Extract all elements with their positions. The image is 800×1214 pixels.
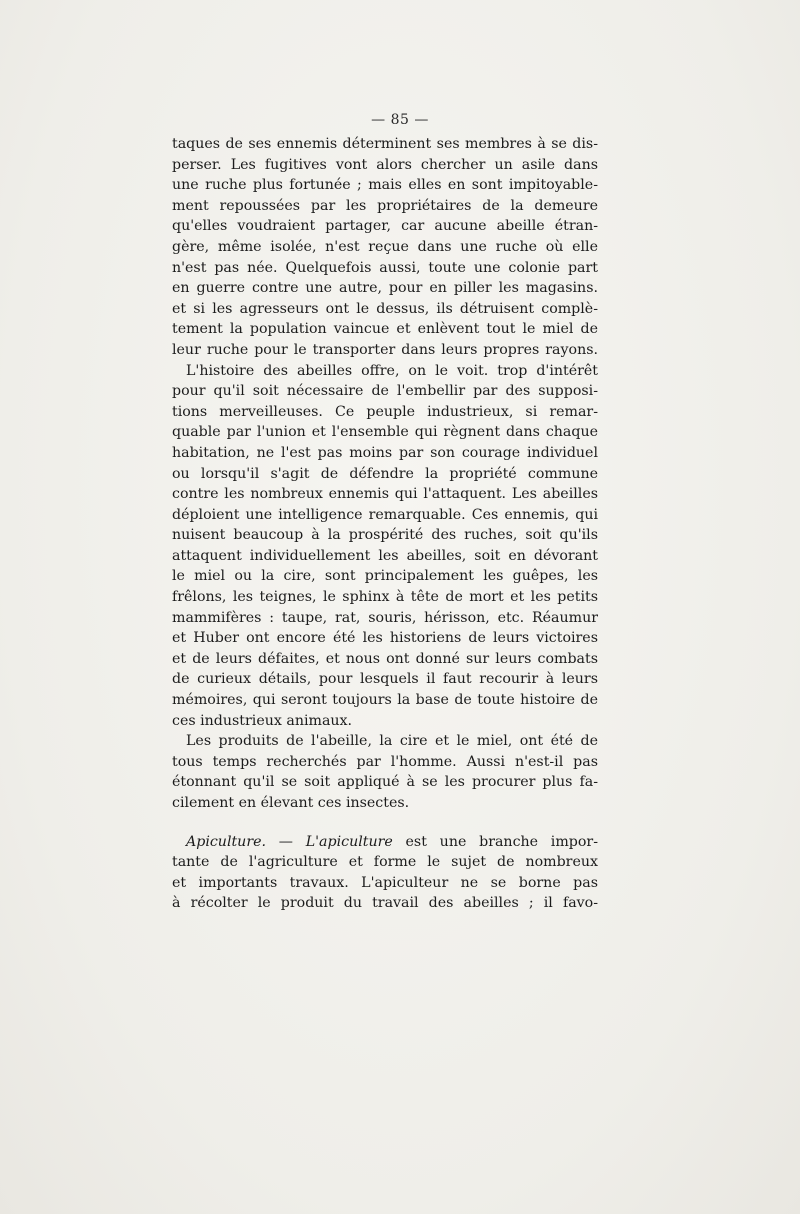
- text-line: à récolter le produit du travail des abeilles ; il favo-: [172, 895, 598, 912]
- text-line: et si les agresseurs ont le dessus, ils détruisent complè-: [172, 300, 598, 317]
- text-line: et importants travaux. L'apiculteur ne se borne pas: [172, 874, 598, 891]
- text-line: contre les nombreux ennemis qui l'attaquent. Les abeilles: [172, 486, 598, 503]
- text-line: cilement en élevant ces insectes.: [172, 795, 410, 811]
- text-line: qu'elles voudraient partager, car aucune abeille étran-: [172, 218, 598, 235]
- text-line: habitation, ne l'est pas moins par son courage individuel: [172, 444, 598, 461]
- section-term: L'apiculture: [305, 833, 393, 850]
- text-line: une ruche plus fortunée ; mais elles en sont impitoyable-: [172, 177, 598, 194]
- text-line: tous temps recherchés par l'homme. Aussi n'est-il pas: [172, 753, 598, 770]
- page-number: — 85 —: [371, 112, 429, 128]
- text-line: attaquent individuellement les abeilles, soit en dévorant: [172, 547, 598, 564]
- text-line: de curieux détails, pour lesquels il faut recourir à leurs: [172, 671, 598, 688]
- text-line: frêlons, les teignes, le sphinx à tête de mort et les petits: [172, 589, 598, 606]
- section-first-line: [172, 832, 598, 853]
- text-line: L'histoire des abeilles offre, on le voit. trop d'intérêt: [186, 362, 598, 379]
- text-line: tions merveilleuses. Ce peuple industrieux, si remar-: [172, 403, 598, 420]
- body-text: [172, 134, 598, 914]
- text-line: mémoires, qui seront toujours la base de toute histoire de: [172, 692, 598, 709]
- text-line: gère, même isolée, n'est reçue dans une ruche où elle: [172, 238, 598, 255]
- text-line: déploient une intelligence remarquable. Ces ennemis, qui: [172, 506, 598, 523]
- text-line: ces industrieux animaux.: [172, 712, 353, 729]
- text-line: le miel ou la cire, sont principalement les guêpes, les: [172, 568, 598, 585]
- text-line: étonnant qu'il se soit appliqué à se les procurer plus fa-: [172, 774, 598, 791]
- text-line: perser. Les fugitives vont alors chercher un asile dans: [172, 156, 598, 173]
- text-line: tement la population vaincue et enlèvent tout le miel de: [172, 321, 598, 338]
- text-line: leur ruche pour le transporter dans leurs propres rayons.: [172, 341, 598, 358]
- section-heading: Apiculture.: [186, 833, 267, 850]
- text-line: et de leurs défaites, et nous ont donné sur leurs combats: [172, 650, 598, 667]
- text-line: et Huber ont encore été les historiens de leurs victoires: [172, 630, 598, 647]
- text-line: mammifères : taupe, rat, souris, hérisson, etc. Réaumur: [172, 609, 598, 626]
- section-first-rest: est une branche impor-: [392, 833, 598, 850]
- text-line: en guerre contre une autre, pour en piller les magasins.: [172, 280, 598, 297]
- text-line: quable par l'union et l'ensemble qui règnent dans chaque: [172, 424, 598, 441]
- text-line: tante de l'agriculture et forme le sujet de nombreux: [172, 854, 598, 871]
- text-line: Les produits de l'abeille, la cire et le miel, ont été de: [186, 733, 598, 750]
- section-dash: —: [266, 833, 306, 850]
- text-line: pour qu'il soit nécessaire de l'embellir par des supposi-: [172, 383, 598, 400]
- section-gap: [172, 814, 598, 832]
- text-line: nuisent beaucoup à la prospérité des ruches, soit qu'ils: [172, 527, 598, 544]
- text-line: ou lorsqu'il s'agit de défendre la propriété commune: [172, 465, 598, 482]
- text-line: taques de ses ennemis déterminent ses membres à se dis-: [172, 136, 598, 152]
- text-line: n'est pas née. Quelquefois aussi, toute une colonie part: [172, 259, 598, 276]
- text-line: ment repoussées par les propriétaires de la demeure: [172, 197, 598, 214]
